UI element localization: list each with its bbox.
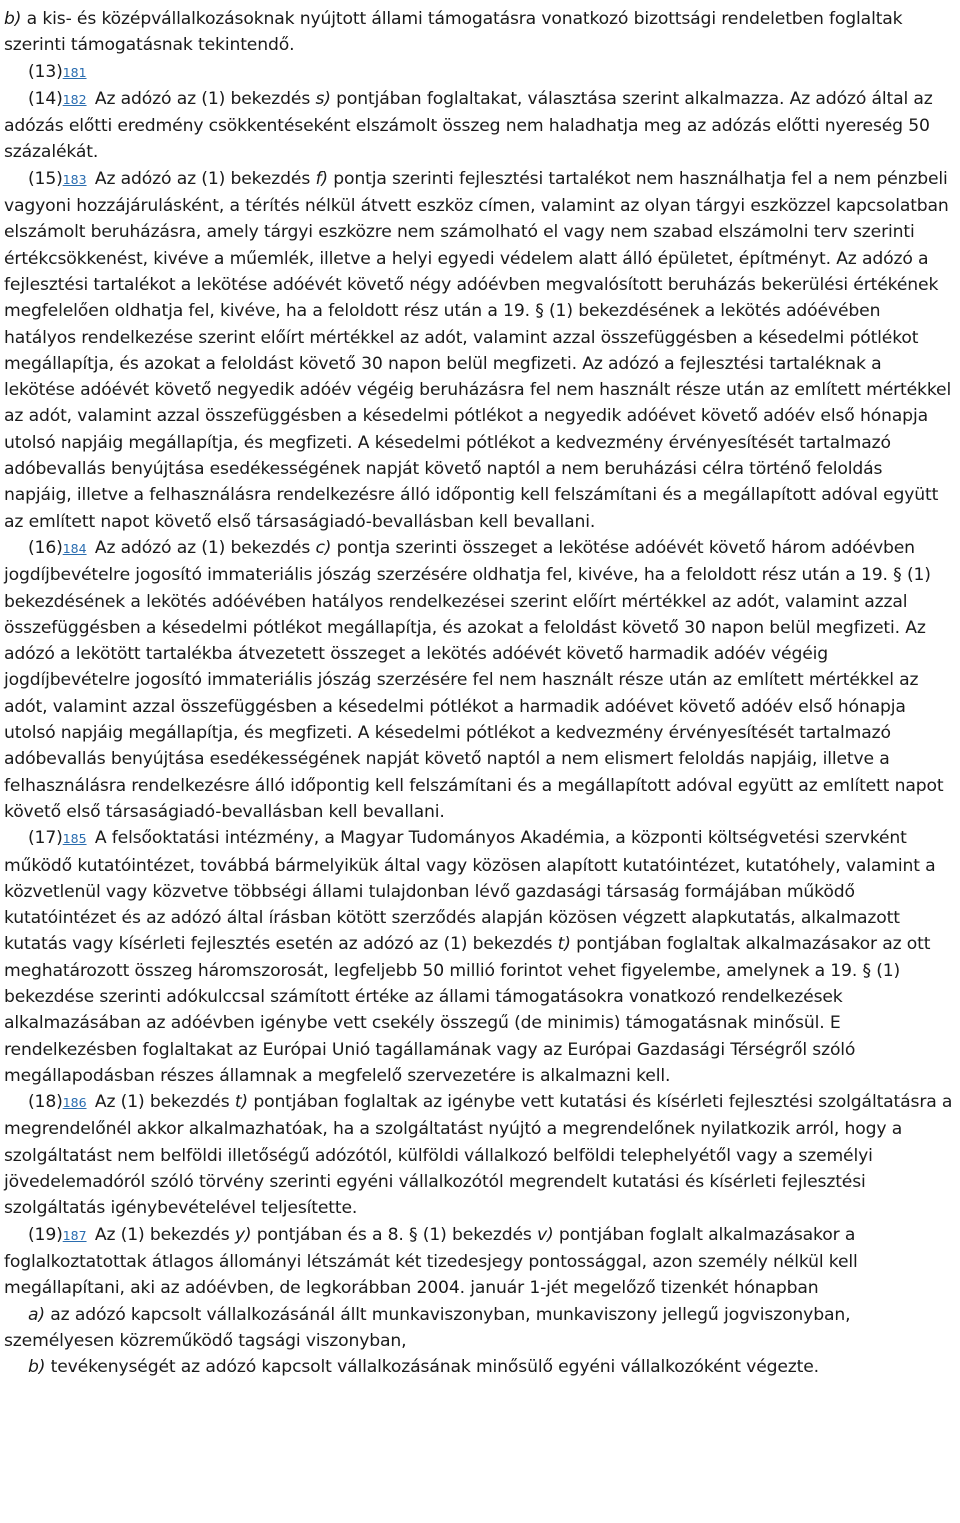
italic-point-ref: t) (557, 934, 571, 955)
paragraph-text: Az (1) bekezdés (89, 1092, 235, 1113)
paragraph-text: pontjában foglalt alkalmazásakor a foglalkoztatottak átlagos állományi létszámát két tizedesjegy pontossággal, azon személy nélkül kell megállapítani, aki az adóévben, de legkorábban 2004. január 1-jét megelőző tizenkét hónapban (4, 1224, 858, 1299)
paragraph-b-continuation (4, 6, 954, 59)
paragraph-text: pontjában foglaltakat, választása szerint alkalmazza. Az adózó által az adózás előtti eredmény csökkentéseként elszámolt összeg nem haladhatja meg az adózás előtti nyereség 50 százalékát. (4, 88, 933, 163)
paragraph-17 (4, 825, 954, 1089)
italic-point-ref: a) (28, 1304, 45, 1325)
paragraph-text: Az adózó az (1) bekezdés (89, 537, 316, 558)
footnote-link-185[interactable]: 185 (62, 831, 87, 847)
paragraph-19-b (4, 1354, 954, 1380)
paragraph-text: (15) (28, 168, 63, 189)
paragraph-13 (4, 59, 954, 86)
paragraph-text: pontjában foglaltak alkalmazásakor az ott meghatározott összeg háromszorosát, legfeljebb 50 millió forintot vehet figyelembe, amelynek a 19. § (1) bekezdése szerinti adókulccsal számított értéke az állami támogatásokra vonatkozó rendelkezések alkalmazásában az adóévben igénybe vett csekély összegű (de minimis) támogatásnak minősül. E rendelkezésben foglaltakat az Európai Unió tagállamának vagy az Európai Gazdasági Térségről szóló megállapodásban részes államnak a megfelelő szervezetére is alkalmazni kell. (4, 934, 931, 1086)
paragraph-text: az adózó kapcsolt vállalkozásánál állt munkaviszonyban, munkaviszony jellegű jogviszonyban, személyesen közreműködő tagsági viszonyban, (4, 1304, 851, 1351)
paragraph-16 (4, 535, 954, 825)
italic-point-ref: b) (4, 9, 22, 29)
paragraph-15 (4, 166, 954, 535)
paragraph-text: Az (1) bekezdés (89, 1224, 235, 1245)
paragraph-text: (13) (28, 61, 63, 82)
paragraph-text: pontja szerinti összeget a lekötése adóévét követő három adóévben jogdíjbevételre jogosító immateriális jószág szerzésére oldhatja fel, kivéve, ha a feloldott rész után a 19. § (1) bekezdésének a lekötés adóévében hatályos rendelkezései szerint előírt mértékkel az adót, valamint azzal összefüggésben a késedelmi pótlékot megállapítja, és azokat a feloldást követő 30 napon belül megfizeti. Az adózó a lekötött tartalékba átvezetett összeget a lekötés adóévét követő harmadik adóév végéig jogdíjbevételre jogosító immateriális jószág szerzésére fel nem használt része után az említett mértékkel az adót, valamint azzal összefüggésben a késedelmi pótlékot a harmadik adóévet követő adóév első hónapja utolsó napjáig megállapítja, és megfizeti. A késedelmi pótlékot a kedvezmény érvényesítését tartalmazó adóbevallás benyújtása esedékességének napját követő naptól a nem elismert feloldás napjáig, illetve a felhasználásra rendelkezésre álló időpontig kell felszámítani és a megállapított adóval együtt az említett napot követő első társaságiadó-bevallásban kell bevallani. (4, 537, 944, 822)
paragraph-text: (16) (28, 537, 63, 558)
paragraph-text: (18) (28, 1092, 63, 1113)
paragraph-text: tevékenységét az adózó kapcsolt vállalkozásának minősülő egyéni vállalkozóként végezte. (45, 1357, 820, 1378)
footnote-link-183[interactable]: 183 (62, 171, 87, 187)
italic-point-ref: b) (28, 1357, 46, 1378)
footnote-link-181[interactable]: 181 (62, 64, 87, 80)
paragraph-text: a kis- és középvállalkozásoknak nyújtott állami támogatásra vonatkozó bizottsági rendeletben foglaltak szerinti támogatásnak tekintendő. (4, 9, 903, 56)
paragraph-14 (4, 86, 954, 166)
footnote-link-184[interactable]: 184 (62, 540, 87, 556)
paragraph-text: (17) (28, 828, 63, 849)
italic-point-ref: s) (315, 88, 331, 109)
italic-point-ref: c) (315, 537, 332, 558)
footnote-link-187[interactable]: 187 (62, 1227, 87, 1243)
document-body (4, 6, 954, 1380)
paragraph-19-a (4, 1302, 954, 1355)
paragraph-text: A felsőoktatási intézmény, a Magyar Tudományos Akadémia, a központi költségvetési szervként működő kutatóintézet, továbbá bármelyikük által vagy közösen alapított kutatóintézet, kutatóhely, valamint a közvetlenül vagy közvetve többségi állami tulajdonban lévő gazdasági társaság formájában működő kutatóintézet és az adózó által írásban kötött szerződés alapján közösen végzett alapkutatás, alkalmazott kutatás vagy kísérleti fejlesztés esetén az adózó az (1) bekezdés (4, 828, 936, 955)
footnote-link-186[interactable]: 186 (62, 1095, 87, 1111)
paragraph-text: pontjában és a 8. § (1) bekezdés (251, 1224, 537, 1245)
italic-point-ref: f) (315, 168, 328, 189)
italic-point-ref: t) (234, 1092, 248, 1113)
paragraph-text: pontjában foglaltak az igénybe vett kutatási és kísérleti fejlesztési szolgáltatásra a megrendelőnél akkor alkalmazhatóak, ha a szolgáltatást nyújtó a megrendelőnek nyilatkozik arról, hogy a szolgáltatást nem belföldi illetőségű adózótól, külföldi vállalkozó belföldi telephelyétől vagy a személyi jövedelemadóról szóló törvény szerinti egyéni vállalkozótól megrendelt kutatási és kísérleti fejlesztési szolgáltatás igénybevételével teljesítette. (4, 1092, 953, 1219)
paragraph-text: Az adózó az (1) bekezdés (89, 168, 316, 189)
italic-point-ref: y) (234, 1224, 252, 1245)
paragraph-text: (19) (28, 1224, 63, 1245)
paragraph-text: pontja szerinti fejlesztési tartalékot nem használhatja fel a nem pénzbeli vagyoni hozzájárulásként, a térítés nélkül átvett eszköz címen, valamint az olyan tárgyi eszközzel kapcsolatban elszámolt beruházásra, amely tárgyi eszközre nem számolható el vagy nem szabad elszámolni terv szerinti értékcsökkenést, kivéve a műemlék, illetve a helyi egyedi védelem alatt álló épületet, építményt. Az adózó a fejlesztési tartalékot a lekötése adóévét követő négy adóévben megvalósított beruházás bekerülési értékének megfelelően oldhatja fel, kivéve, ha a feloldott rész után a 19. § (1) bekezdésének a lekötés adóévében hatályos rendelkezése szerint előírt mértékkel az adót, valamint azzal összefüggésben a késedelmi pótlékot megállapítja, és azokat a feloldást követő 30 napon belül megfizeti. Az adózó a fejlesztési tartaléknak a lekötése adóévét követő negyedik adóév végéig beruházásra fel nem használt része után az említett mértékkel az adót, valamint azzal összefüggésben a késedelmi pótlékot a negyedik adóévet követő adóév első hónapja utolsó napjáig megállapítja, és megfizeti. A késedelmi pótlékot a kedvezmény érvényesítését tartalmazó adóbevallás benyújtása esedékességének napját követő naptól a nem beruházási célra történő feloldás napjáig, illetve a felhasználásra rendelkezésre álló időpontig kell felszámítani és a megállapított adóval együtt az említett napot követő első társaságiadó-bevallásban kell bevallani. (4, 168, 952, 532)
paragraph-text: Az adózó az (1) bekezdés (89, 88, 316, 109)
paragraph-19 (4, 1222, 954, 1302)
paragraph-18 (4, 1089, 954, 1221)
paragraph-text: (14) (28, 88, 63, 109)
italic-point-ref: v) (537, 1224, 554, 1245)
footnote-link-182[interactable]: 182 (62, 91, 87, 107)
